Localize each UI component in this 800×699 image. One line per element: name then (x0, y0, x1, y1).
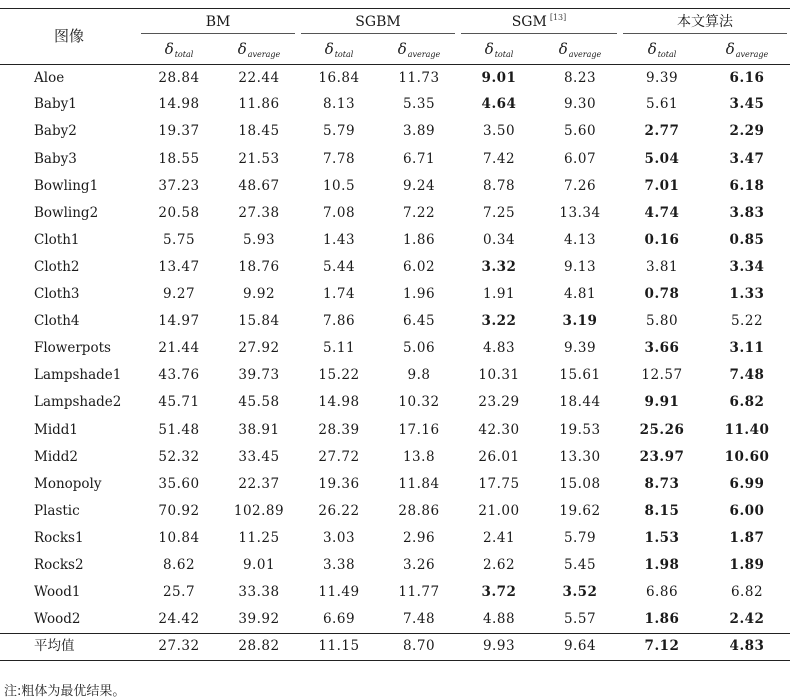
value-cell: 5.57 (563, 610, 597, 627)
value-cell: 4.74 (644, 204, 680, 221)
value-cell: 11.25 (238, 529, 280, 546)
image-name-cell: Monopoly (34, 475, 102, 492)
value-cell: 8.73 (644, 475, 680, 492)
value-cell: 28.82 (220, 633, 298, 660)
value-cell: 11.40 (724, 421, 770, 438)
value-cell: 3.32 (481, 258, 517, 275)
group-header-sgbm: SGBM (298, 9, 458, 37)
value-cell: 18.44 (559, 394, 601, 411)
table-row (0, 444, 790, 471)
value-cell: 7.25 (482, 204, 516, 221)
image-name-cell: Aloe (34, 69, 65, 86)
value-cell: 5.06 (402, 340, 436, 357)
value-cell: 5.79 (563, 529, 597, 546)
value-cell: 5.22 (730, 313, 764, 330)
image-name-cell: Cloth1 (34, 231, 80, 248)
image-name-cell: Rocks2 (34, 556, 84, 573)
value-cell: 7.26 (563, 177, 597, 194)
value-cell: 3.81 (645, 258, 679, 275)
value-cell: 6.69 (322, 610, 356, 627)
value-cell: 16.84 (318, 69, 360, 86)
value-cell: 19.37 (158, 123, 200, 140)
value-cell: 21.53 (238, 150, 280, 167)
image-name-cell: Midd1 (34, 421, 79, 438)
value-cell: 4.88 (482, 610, 516, 627)
value-cell: 5.79 (322, 123, 356, 140)
value-cell: 26.22 (318, 502, 360, 519)
image-name-cell: Cloth4 (34, 313, 80, 330)
value-cell: 19.53 (559, 421, 601, 438)
value-cell: 4.83 (482, 340, 516, 357)
value-cell: 2.62 (482, 556, 516, 573)
value-cell: 19.62 (559, 502, 601, 519)
value-cell: 24.42 (158, 610, 200, 627)
metric-header-average: $\delta_{average}$ (704, 37, 790, 65)
value-cell: 5.45 (563, 556, 597, 573)
value-cell: 15.61 (559, 367, 601, 384)
table-note: 注:粗体为最优结果。 (4, 684, 126, 699)
table-row (0, 254, 790, 281)
value-cell: 45.58 (238, 394, 280, 411)
image-name-cell: Plastic (34, 502, 80, 519)
value-cell: 9.27 (162, 286, 196, 303)
image-name-cell: Lampshade1 (34, 367, 122, 384)
value-cell: 3.89 (402, 123, 436, 140)
value-cell: 13.47 (158, 258, 200, 275)
value-cell: 8.78 (482, 177, 516, 194)
value-cell: 13.30 (559, 448, 601, 465)
value-cell: 6.86 (645, 584, 679, 601)
value-cell: 5.60 (563, 123, 597, 140)
table-row (0, 363, 790, 390)
image-column-header: 图像 (0, 9, 138, 65)
value-cell: 14.97 (158, 313, 200, 330)
image-name-cell: Rocks1 (34, 529, 84, 546)
value-cell: 33.38 (238, 584, 280, 601)
value-cell: 8.70 (380, 633, 458, 660)
image-name-cell: Midd2 (34, 448, 79, 465)
value-cell: 1.89 (729, 556, 765, 573)
value-cell: 28.86 (398, 502, 440, 519)
value-cell: 23.29 (478, 394, 520, 411)
value-cell: 7.78 (322, 150, 356, 167)
value-cell: 26.01 (478, 448, 520, 465)
value-cell: 4.64 (481, 96, 517, 113)
value-cell: 8.13 (322, 96, 356, 113)
value-cell: 7.86 (322, 313, 356, 330)
value-cell: 15.08 (559, 475, 601, 492)
value-cell: 11.73 (398, 69, 440, 86)
value-cell: 9.8 (407, 367, 431, 384)
image-name-cell: Wood1 (34, 584, 81, 601)
value-cell: 27.72 (318, 448, 360, 465)
value-cell: 2.42 (729, 610, 765, 627)
value-cell: 13.8 (402, 448, 436, 465)
value-cell: 3.11 (729, 340, 765, 357)
value-cell: 39.92 (238, 610, 280, 627)
value-cell: 5.04 (644, 150, 680, 167)
value-cell: 37.23 (158, 177, 200, 194)
value-cell: 22.37 (238, 475, 280, 492)
value-cell: 10.31 (478, 367, 520, 384)
value-cell: 6.71 (402, 150, 436, 167)
value-cell: 45.71 (158, 394, 200, 411)
value-cell: 3.34 (729, 258, 765, 275)
value-cell: 1.86 (644, 610, 680, 627)
image-name-cell: Baby2 (34, 123, 77, 140)
table-row (0, 498, 790, 525)
value-cell: 3.83 (729, 204, 765, 221)
header-row-groups (0, 9, 790, 37)
value-cell: 11.86 (238, 96, 280, 113)
image-name-cell: Bowling2 (34, 204, 99, 221)
value-cell: 0.78 (644, 286, 680, 303)
value-cell: 1.33 (729, 286, 765, 303)
metric-header-average: $\delta_{average}$ (540, 37, 620, 65)
value-cell: 2.41 (482, 529, 516, 546)
value-cell: 9.91 (644, 394, 680, 411)
value-cell: 1.86 (402, 231, 436, 248)
table-row (0, 471, 790, 498)
value-cell: 11.49 (318, 584, 360, 601)
value-cell: 43.76 (158, 367, 200, 384)
metric-header-total: $\delta_{total}$ (620, 37, 704, 65)
value-cell: 7.08 (322, 204, 356, 221)
value-cell: 6.18 (729, 177, 765, 194)
table-row (0, 633, 790, 660)
metric-header-total: $\delta_{total}$ (298, 37, 380, 65)
results-table (0, 8, 790, 661)
value-cell: 9.01 (242, 556, 276, 573)
image-name-cell: Baby1 (34, 96, 77, 113)
value-cell: 9.24 (402, 177, 436, 194)
value-cell: 6.02 (402, 258, 436, 275)
image-name-cell: 平均值 (0, 633, 138, 660)
value-cell: 11.84 (398, 475, 440, 492)
value-cell: 6.82 (730, 584, 764, 601)
table-row (0, 65, 790, 92)
value-cell: 21.00 (478, 502, 520, 519)
value-cell: 9.30 (563, 96, 597, 113)
table-row (0, 308, 790, 335)
metric-header-total: $\delta_{total}$ (138, 37, 220, 65)
value-cell: 8.15 (644, 502, 680, 519)
table-row (0, 417, 790, 444)
value-cell: 3.66 (644, 340, 680, 357)
table-row (0, 390, 790, 417)
value-cell: 10.84 (158, 529, 200, 546)
value-cell: 6.07 (563, 150, 597, 167)
value-cell: 52.32 (158, 448, 200, 465)
value-cell: 8.23 (563, 69, 597, 86)
value-cell: 23.97 (639, 448, 685, 465)
value-cell: 6.16 (729, 69, 765, 86)
value-cell: 18.76 (238, 258, 280, 275)
value-cell: 9.01 (481, 69, 517, 86)
value-cell: 11.77 (398, 584, 440, 601)
value-cell: 51.48 (158, 421, 200, 438)
value-cell: 20.58 (158, 204, 200, 221)
image-name-cell: Bowling1 (34, 177, 99, 194)
value-cell: 27.92 (238, 340, 280, 357)
value-cell: 18.55 (158, 150, 200, 167)
group-header-bm: BM (138, 9, 298, 37)
image-name-cell: Cloth2 (34, 258, 80, 275)
value-cell: 25.26 (639, 421, 685, 438)
value-cell: 9.39 (645, 69, 679, 86)
image-name-cell: Cloth3 (34, 286, 80, 303)
table-row (0, 606, 790, 633)
value-cell: 39.73 (238, 367, 280, 384)
value-cell: 3.03 (322, 529, 356, 546)
table-row (0, 173, 790, 200)
value-cell: 70.92 (158, 502, 200, 519)
table-row (0, 200, 790, 227)
value-cell: 1.87 (729, 529, 765, 546)
value-cell: 10.5 (322, 177, 356, 194)
image-name-cell: Wood2 (34, 610, 81, 627)
table-row (0, 92, 790, 119)
value-cell: 14.98 (318, 394, 360, 411)
value-cell: 6.82 (729, 394, 765, 411)
value-cell: 5.11 (322, 340, 356, 357)
group-header-ours: 本文算法 (620, 9, 790, 37)
value-cell: 38.91 (238, 421, 280, 438)
value-cell: 7.48 (729, 367, 765, 384)
value-cell: 28.39 (318, 421, 360, 438)
value-cell: 48.67 (238, 177, 280, 194)
value-cell: 2.29 (729, 123, 765, 140)
metric-header-average: $\delta_{average}$ (220, 37, 298, 65)
table-body (0, 65, 790, 661)
value-cell: 4.83 (704, 633, 790, 660)
value-cell: 102.89 (233, 502, 285, 519)
value-cell: 9.39 (563, 340, 597, 357)
value-cell: 1.98 (644, 556, 680, 573)
value-cell: 18.45 (238, 123, 280, 140)
value-cell: 42.30 (478, 421, 520, 438)
value-cell: 2.96 (402, 529, 436, 546)
value-cell: 15.84 (238, 313, 280, 330)
value-cell: 4.81 (563, 286, 597, 303)
table-row (0, 552, 790, 579)
value-cell: 5.35 (402, 96, 436, 113)
value-cell: 12.57 (641, 367, 683, 384)
value-cell: 3.19 (562, 313, 598, 330)
value-cell: 35.60 (158, 475, 200, 492)
value-cell: 2.77 (644, 123, 680, 140)
value-cell: 9.92 (242, 286, 276, 303)
value-cell: 1.91 (482, 286, 516, 303)
value-cell: 6.99 (729, 475, 765, 492)
value-cell: 19.36 (318, 475, 360, 492)
value-cell: 3.47 (729, 150, 765, 167)
table-row (0, 525, 790, 552)
value-cell: 13.34 (559, 204, 601, 221)
value-cell: 5.75 (162, 231, 196, 248)
value-cell: 21.44 (158, 340, 200, 357)
table-row (0, 335, 790, 362)
value-cell: 8.62 (162, 556, 196, 573)
value-cell: 17.75 (478, 475, 520, 492)
value-cell: 5.93 (242, 231, 276, 248)
value-cell: 0.34 (482, 231, 516, 248)
group-header-sgm: SGM [13] (458, 9, 620, 37)
value-cell: 1.96 (402, 286, 436, 303)
value-cell: 15.22 (318, 367, 360, 384)
value-cell: 1.53 (644, 529, 680, 546)
value-cell: 0.16 (644, 231, 680, 248)
value-cell: 0.85 (729, 231, 765, 248)
value-cell: 3.38 (322, 556, 356, 573)
image-name-cell: Lampshade2 (34, 394, 122, 411)
table-row (0, 227, 790, 254)
value-cell: 3.52 (562, 584, 598, 601)
value-cell: 9.64 (540, 633, 620, 660)
value-cell: 7.22 (402, 204, 436, 221)
value-cell: 22.44 (238, 69, 280, 86)
value-cell: 14.98 (158, 96, 200, 113)
value-cell: 9.13 (563, 258, 597, 275)
value-cell: 11.15 (298, 633, 380, 660)
table-row (0, 579, 790, 606)
image-name-cell: Baby3 (34, 150, 77, 167)
value-cell: 7.42 (482, 150, 516, 167)
metric-header-total: $\delta_{total}$ (458, 37, 540, 65)
value-cell: 33.45 (238, 448, 280, 465)
table-row (0, 281, 790, 308)
table-row (0, 146, 790, 173)
value-cell: 3.50 (482, 123, 516, 140)
value-cell: 17.16 (398, 421, 440, 438)
image-name-cell: Flowerpots (34, 340, 111, 357)
value-cell: 10.32 (398, 394, 440, 411)
value-cell: 4.13 (563, 231, 597, 248)
value-cell: 3.72 (481, 584, 517, 601)
value-cell: 3.22 (481, 313, 517, 330)
value-cell: 6.45 (402, 313, 436, 330)
value-cell: 5.44 (322, 258, 356, 275)
value-cell: 28.84 (158, 69, 200, 86)
value-cell: 10.60 (724, 448, 770, 465)
value-cell: 27.32 (138, 633, 220, 660)
value-cell: 7.01 (644, 177, 680, 194)
value-cell: 7.12 (620, 633, 704, 660)
value-cell: 9.93 (458, 633, 540, 660)
table-row (0, 119, 790, 146)
value-cell: 7.48 (402, 610, 436, 627)
value-cell: 6.00 (729, 502, 765, 519)
metric-header-average: $\delta_{average}$ (380, 37, 458, 65)
value-cell: 25.7 (162, 584, 196, 601)
sgm-reference: [13] (549, 12, 567, 22)
value-cell: 5.61 (645, 96, 679, 113)
value-cell: 3.45 (729, 96, 765, 113)
value-cell: 5.80 (645, 313, 679, 330)
value-cell: 3.26 (402, 556, 436, 573)
value-cell: 1.43 (322, 231, 356, 248)
value-cell: 27.38 (238, 204, 280, 221)
value-cell: 1.74 (322, 286, 356, 303)
